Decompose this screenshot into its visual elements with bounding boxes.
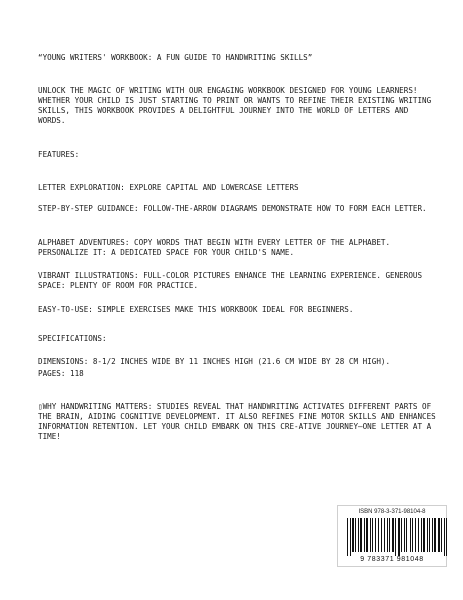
barcode-bars	[347, 518, 439, 552]
feature-item: EASY-TO-USE: SIMPLE EXERCISES MAKE THIS WORKBOOK IDEAL FOR BEGINNERS.	[38, 305, 354, 314]
barcode-bar	[392, 518, 394, 552]
barcode-bar	[427, 518, 428, 552]
barcode-bar	[355, 518, 356, 552]
dimensions-spec: DIMENSIONS: 8-1/2 INCHES WIDE BY 11 INCHES HIGH (21.6 CM WIDE BY 28 CM HIGH).	[38, 357, 391, 366]
barcode-bar	[446, 518, 447, 556]
feature-item: STEP-BY-STEP GUIDANCE: FOLLOW-THE-ARROW DIAGRAMS DEMONSTRATE HOW TO FORM EACH LETTER.	[38, 204, 427, 213]
barcode-bar	[398, 518, 400, 556]
barcode-bar	[358, 518, 359, 552]
barcode-bar	[352, 518, 354, 552]
closing-paragraph: ▯WHY HANDWRITING MATTERS: STUDIES REVEAL THAT HANDWRITING ACTIVATES DIFFERENT PARTS OF THE BRAIN, AIDING COGNITIVE DEVELOPMENT. IT ALSO REFINES FINE MOTOR SKILLS AND ENHANCES INFORMATION RETENTION. LET YOUR CHILD EMBARK ON THIS CRE-ATIVE JOURNEY—ONE LETTER AT A TIME!	[38, 402, 436, 441]
intro-paragraph: UNLOCK THE MAGIC OF WRITING WITH OUR ENGAGING WORKBOOK DESIGNED FOR YOUNG LEARNERS! WHETHER YOUR CHILD IS JUST STARTING TO PRINT OR WANTS TO REFINE THEIR EXISTING WRITING SKILLS, THIS WORKBOOK PROVIDES A DELIGHTFUL JOURNEY INTO THE WORLD OF LETTERS AND WORDS.	[38, 86, 432, 125]
barcode-bar	[412, 518, 413, 552]
barcode-bar	[410, 518, 411, 552]
barcode-bar	[381, 518, 382, 552]
barcode-bar	[415, 518, 416, 552]
barcode-bar	[432, 518, 433, 552]
feature-item: VIBRANT ILLUSTRATIONS: FULL-COLOR PICTURES ENHANCE THE LEARNING EXPERIENCE. GENEROUS SPACE: PLENTY OF ROOM FOR PRACTICE.	[38, 271, 423, 290]
barcode-bar	[389, 518, 390, 552]
barcode-digits: 9 783371 981048	[360, 556, 424, 563]
feature-item: LETTER EXPLORATION: EXPLORE CAPITAL AND LOWERCASE LETTERS	[38, 183, 299, 192]
specifications-heading: SPECIFICATIONS:	[38, 334, 107, 343]
feature-item: ALPHABET ADVENTURES: COPY WORDS THAT BEGIN WITH EVERY LETTER OF THE ALPHABET. PERSONALIZE IT: A DEDICATED SPACE FOR YOUR CHILD'S NAME.	[38, 238, 391, 257]
barcode-bar	[384, 518, 385, 552]
barcode-bar	[401, 518, 402, 552]
barcode-bar	[418, 518, 419, 552]
barcode-bar	[441, 518, 442, 552]
barcode-bar	[438, 518, 440, 552]
barcode-bar	[421, 518, 422, 552]
barcode-bar	[434, 518, 436, 552]
barcode-bar	[406, 518, 407, 552]
barcode-bar	[364, 518, 365, 552]
isbn-barcode	[337, 505, 447, 567]
barcode-bar	[347, 518, 348, 556]
barcode-bar	[375, 518, 376, 552]
barcode-bar	[378, 518, 379, 552]
barcode-bar	[350, 518, 351, 556]
barcode-bar	[423, 518, 425, 552]
barcode-bar	[387, 518, 388, 552]
barcode-bar	[395, 518, 396, 556]
barcode-bar	[366, 518, 368, 552]
barcode-bar	[429, 518, 430, 552]
barcode-bar	[444, 518, 445, 556]
book-title: “YOUNG WRITERS' WORKBOOK: A FUN GUIDE TO HANDWRITING SKILLS”	[38, 53, 313, 62]
isbn-label: ISBN 978-3-371-98104-8	[358, 509, 426, 515]
barcode-bar	[370, 518, 371, 552]
barcode-bar	[372, 518, 373, 552]
barcode-bar	[404, 518, 405, 552]
features-heading: FEATURES:	[38, 150, 80, 159]
barcode-bar	[360, 518, 362, 552]
pages-spec: PAGES: 118	[38, 369, 84, 378]
